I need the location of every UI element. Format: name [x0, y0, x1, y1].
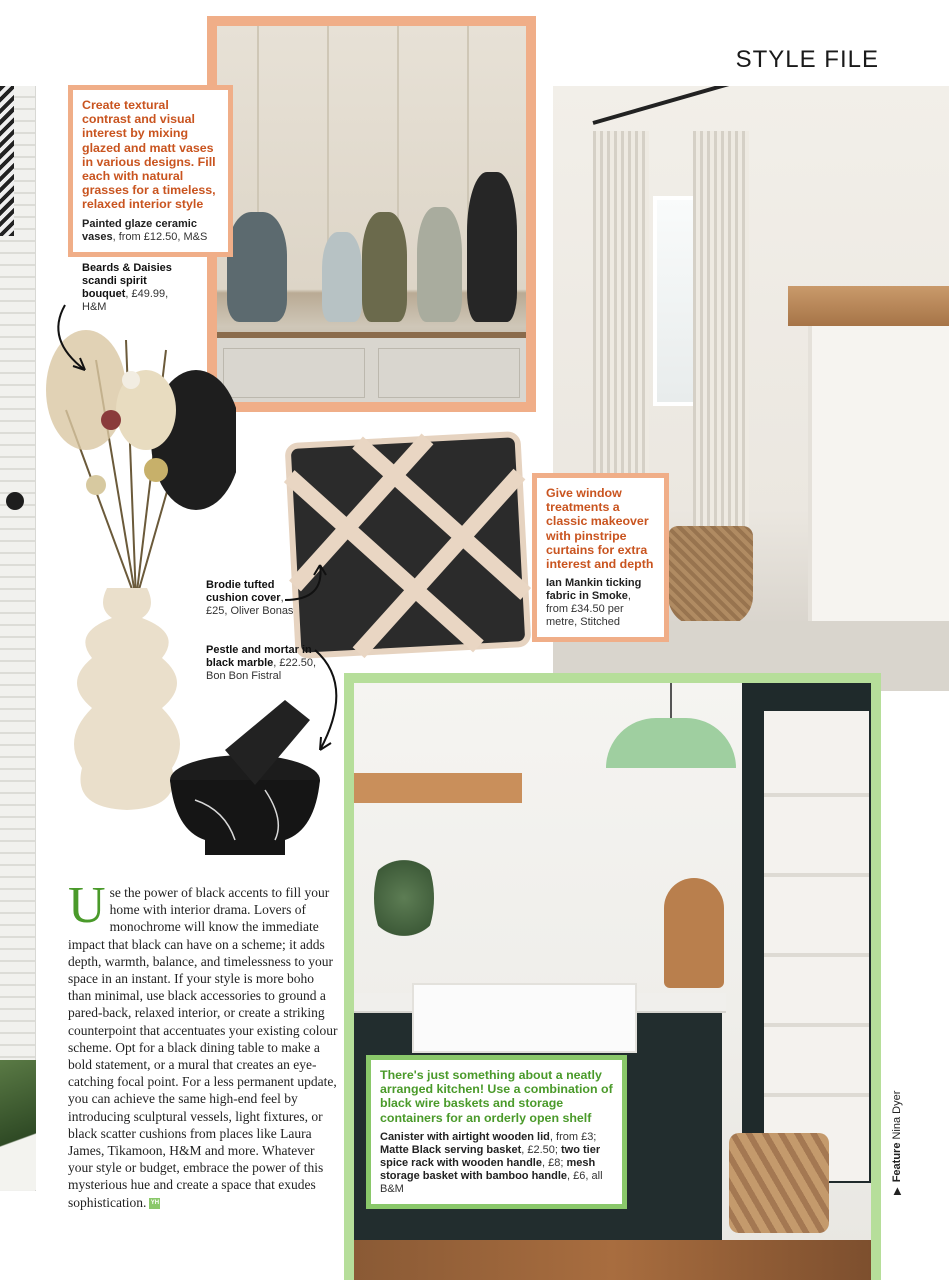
- triangle-icon: ▶: [892, 1187, 903, 1195]
- door-knob: [6, 492, 24, 510]
- callout-headline: Give window treatments a classic makeover with pinstripe curtains for extra interest and depth: [546, 486, 654, 572]
- callout-vases: [68, 85, 233, 257]
- callout-credit: Painted glaze ceramic vases, from £12.50, M&S: [82, 217, 208, 243]
- byline-label: Feature: [891, 1142, 903, 1183]
- drop-cap: U: [68, 877, 106, 934]
- callout-window: [532, 473, 669, 642]
- section-title: STYLE FILE: [735, 46, 879, 73]
- article-text: se the power of black accents to fill your home with interior drama. Lovers of monochrome will know the immediate impact that black can have on a scheme; it adds depth, warmth, balance, and timelessness to your space in an instant. If your style is more boho than minimal, use black accessories to ground a pared-back, relaxed interior, or create a striking counterpoint that accentuates your existing colour scheme. Opt for a black dining table to make a bold statement, or a mural that creates an eye-catching focal point. For a less permanent update, you can achieve the same high-end feel by introducing sculptural vessels, light fixtures, or black scatter cushions from places like Laura James, Tikamoon, H&M and more. Whatever your style or budget, embrace the power of this mysterious hue and create a space that exudes sophistication.: [68, 885, 338, 1210]
- plant-photo-edge: [0, 1060, 36, 1190]
- callout-credit: Canister with airtight wooden lid, from £3; Matte Black serving basket, £2.50; two tier spice rack with wooden handle, £8; mesh storage basket with bamboo handle, £6, all B&M: [380, 1130, 603, 1195]
- callout-credit: Ian Mankin ticking fabric in Smoke, from £34.50 per metre, Stitched: [546, 577, 642, 629]
- callout-headline: There's just something about a neatly arranged kitchen! Use a combination of black wire baskets and storage containers for an orderly open shelf: [380, 1068, 613, 1125]
- callout-headline: Create textural contrast and visual interest by mixing glazed and matt vases in various designs. Fill each with natural grasses for a timeless, relaxed interior style: [82, 98, 216, 212]
- article-body: [68, 877, 340, 1211]
- caption-cushion: Brodie tufted cushion cover, £25, Oliver Bonas: [206, 579, 294, 617]
- caption-bouquet: Beards & Daisies scandi spirit bouquet, £49.99, H&M: [82, 262, 172, 313]
- mortar-image: [165, 690, 325, 860]
- shutter-door: [0, 86, 36, 1191]
- vases-photo: [207, 16, 536, 412]
- bouquet-image: [36, 300, 236, 600]
- callout-kitchen: [366, 1055, 627, 1209]
- cushion-image: [277, 424, 539, 667]
- byline-author: Nina Dyer: [891, 1090, 903, 1140]
- shutter-edge: [0, 86, 14, 236]
- end-mark-icon: YH: [149, 1198, 160, 1209]
- caption-mortar: Pestle and mortar in black marble, £22.50, Bon Bon Fistral: [206, 644, 317, 682]
- byline: [891, 1091, 903, 1195]
